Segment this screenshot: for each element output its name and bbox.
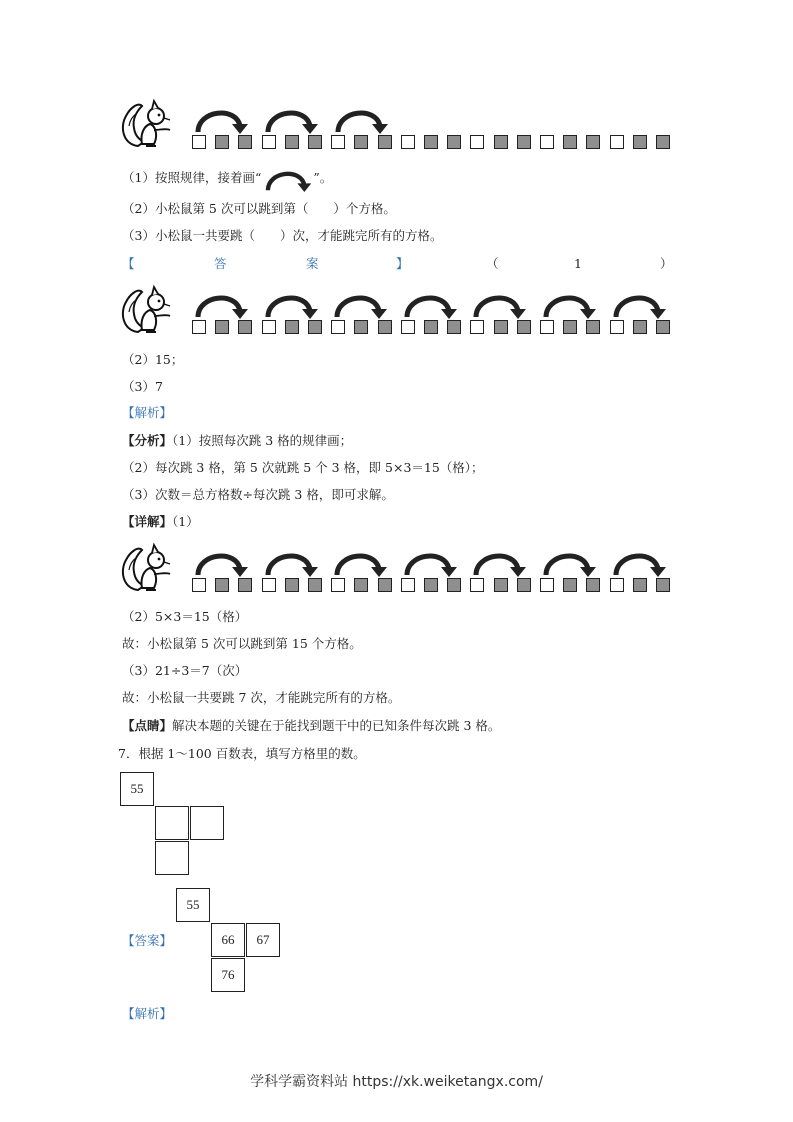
square-cell — [633, 135, 647, 149]
square-cell — [586, 320, 600, 334]
square-cell — [192, 320, 206, 334]
jump-arc-icon — [540, 289, 596, 319]
square-cell — [656, 320, 670, 334]
square-cell — [610, 320, 624, 334]
jump-arc-icon — [610, 547, 666, 577]
paren-right: ） — [660, 256, 673, 271]
dianjing-line: 【点睛】解决本题的关键在于能找到题干中的已知条件每次跳 3 格。 — [122, 718, 501, 733]
square-cell — [354, 320, 368, 334]
square-cell — [563, 135, 577, 149]
grid-cell-blank — [155, 806, 189, 840]
fenxi-line-1: 【分析】（1）按照每次跳 3 格的规律画； — [122, 433, 353, 448]
square-cell — [262, 578, 276, 592]
jump-arc-icon — [192, 289, 248, 319]
xiangjie-3: （3）21÷3＝7（次） — [122, 663, 248, 678]
square-cell — [540, 320, 554, 334]
grid-cell-answer: 76 — [211, 958, 245, 992]
jump-arc-icon — [470, 289, 526, 319]
square-cell — [540, 135, 554, 149]
square-cell — [331, 320, 345, 334]
square-cell — [308, 135, 322, 149]
square-cell — [424, 320, 438, 334]
squirrel-icon — [118, 282, 174, 338]
square-cell — [308, 578, 322, 592]
square-cell — [354, 578, 368, 592]
answer-char: 案 — [306, 256, 319, 271]
squirrel-icon — [118, 540, 174, 596]
square-cell — [656, 578, 670, 592]
fenxi-label: 【分析】 — [122, 433, 173, 448]
analysis-label: 【解析】 — [122, 405, 173, 420]
jump-arc-icon — [262, 289, 318, 319]
grid-cell-blank — [155, 841, 189, 875]
jump-arc-icon — [332, 104, 388, 134]
square-cell — [586, 578, 600, 592]
jump-arc-icon — [540, 547, 596, 577]
jump-arc-icon — [331, 547, 387, 577]
xiangjie-line: 【详解】（1） — [122, 514, 199, 529]
square-cell — [215, 135, 229, 149]
fenxi-line-3: （3）次数＝总方格数÷每次跳 3 格，即可求解。 — [122, 487, 394, 502]
jump-arc-icon — [192, 547, 248, 577]
square-cell — [262, 320, 276, 334]
q7-answer-label: 【答案】 — [122, 933, 173, 948]
square-cell — [540, 578, 554, 592]
jump-arc-icon — [470, 547, 526, 577]
jump-arc-icon — [610, 289, 666, 319]
square-cell — [563, 320, 577, 334]
grid-cell-answer: 67 — [246, 923, 280, 957]
answer-bracket-left: 【 — [122, 256, 135, 271]
jump-arc-icon — [401, 289, 457, 319]
square-cell — [238, 578, 252, 592]
square-cell — [285, 135, 299, 149]
square-cell — [470, 320, 484, 334]
square-cell — [563, 578, 577, 592]
squirrel-icon — [118, 96, 174, 152]
fenxi-line-2: （2）每次跳 3 格，第 5 次就跳 5 个 3 格，即 5×3＝15（格）； — [122, 460, 484, 475]
question-3: （3）小松鼠一共要跳（ ）次，才能跳完所有的方格。 — [122, 228, 443, 243]
square-cell — [656, 135, 670, 149]
square-cell — [215, 320, 229, 334]
square-cell — [308, 320, 322, 334]
square-cell — [285, 320, 299, 334]
question-2: （2）小松鼠第 5 次可以跳到第（ ）个方格。 — [122, 201, 396, 216]
answer-2: （2）15； — [122, 352, 184, 367]
square-cell — [494, 578, 508, 592]
jump-arc-icon — [261, 166, 313, 192]
square-cell — [633, 578, 647, 592]
footer-watermark: 学科学霸资料站 https://xk.weiketangx.com/ — [250, 1074, 543, 1090]
xiangjie-2-conclusion: 故：小松鼠第 5 次可以跳到第 15 个方格。 — [122, 636, 362, 651]
square-cell — [378, 578, 392, 592]
square-cell — [494, 320, 508, 334]
question-1: （1）按照规律，接着画“ ”。 — [122, 170, 332, 186]
square-cell — [517, 320, 531, 334]
jump-arc-icon — [401, 547, 457, 577]
square-cell — [331, 135, 345, 149]
jump-arc-icon — [192, 104, 248, 134]
xiangjie-3-conclusion: 故：小松鼠一共要跳 7 次，才能跳完所有的方格。 — [122, 690, 401, 705]
square-cell — [401, 135, 415, 149]
xiangjie-2: （2）5×3＝15（格） — [122, 609, 248, 624]
square-cell — [424, 578, 438, 592]
square-cell — [192, 135, 206, 149]
square-cell — [447, 320, 461, 334]
xiangjie-label: 【详解】 — [122, 514, 173, 529]
square-cell — [331, 578, 345, 592]
square-cell — [517, 135, 531, 149]
dianjing-label: 【点睛】 — [122, 718, 173, 733]
question-7: 7．根据 1～100 百数表，填写方格里的数。 — [118, 746, 366, 761]
grid-cell-answer: 55 — [176, 888, 210, 922]
answer-bracket-right: 】 — [396, 256, 409, 271]
square-cell — [238, 320, 252, 334]
square-cell — [378, 135, 392, 149]
square-cell — [470, 135, 484, 149]
answer-3: （3）7 — [122, 379, 163, 394]
square-cell — [470, 578, 484, 592]
jump-arc-icon — [262, 547, 318, 577]
square-cell — [285, 578, 299, 592]
square-cell — [424, 135, 438, 149]
square-cell — [610, 135, 624, 149]
square-cell — [447, 578, 461, 592]
grid-cell-given: 55 — [120, 772, 154, 806]
square-cell — [586, 135, 600, 149]
square-cell — [354, 135, 368, 149]
grid-cell-blank — [190, 806, 224, 840]
square-cell — [494, 135, 508, 149]
jump-arc-icon — [262, 104, 318, 134]
square-cell — [401, 320, 415, 334]
square-cell — [192, 578, 206, 592]
grid-cell-answer: 66 — [211, 923, 245, 957]
square-cell — [447, 135, 461, 149]
answer-char: 答 — [214, 256, 227, 271]
square-cell — [633, 320, 647, 334]
jump-arc-icon — [331, 289, 387, 319]
square-cell — [262, 135, 276, 149]
square-cell — [238, 135, 252, 149]
square-cell — [378, 320, 392, 334]
square-cell — [215, 578, 229, 592]
square-cell — [517, 578, 531, 592]
answer-number: 1 — [574, 256, 582, 271]
square-cell — [401, 578, 415, 592]
paren-left: （ — [486, 256, 499, 271]
q7-analysis-label: 【解析】 — [122, 1006, 173, 1021]
square-cell — [610, 578, 624, 592]
